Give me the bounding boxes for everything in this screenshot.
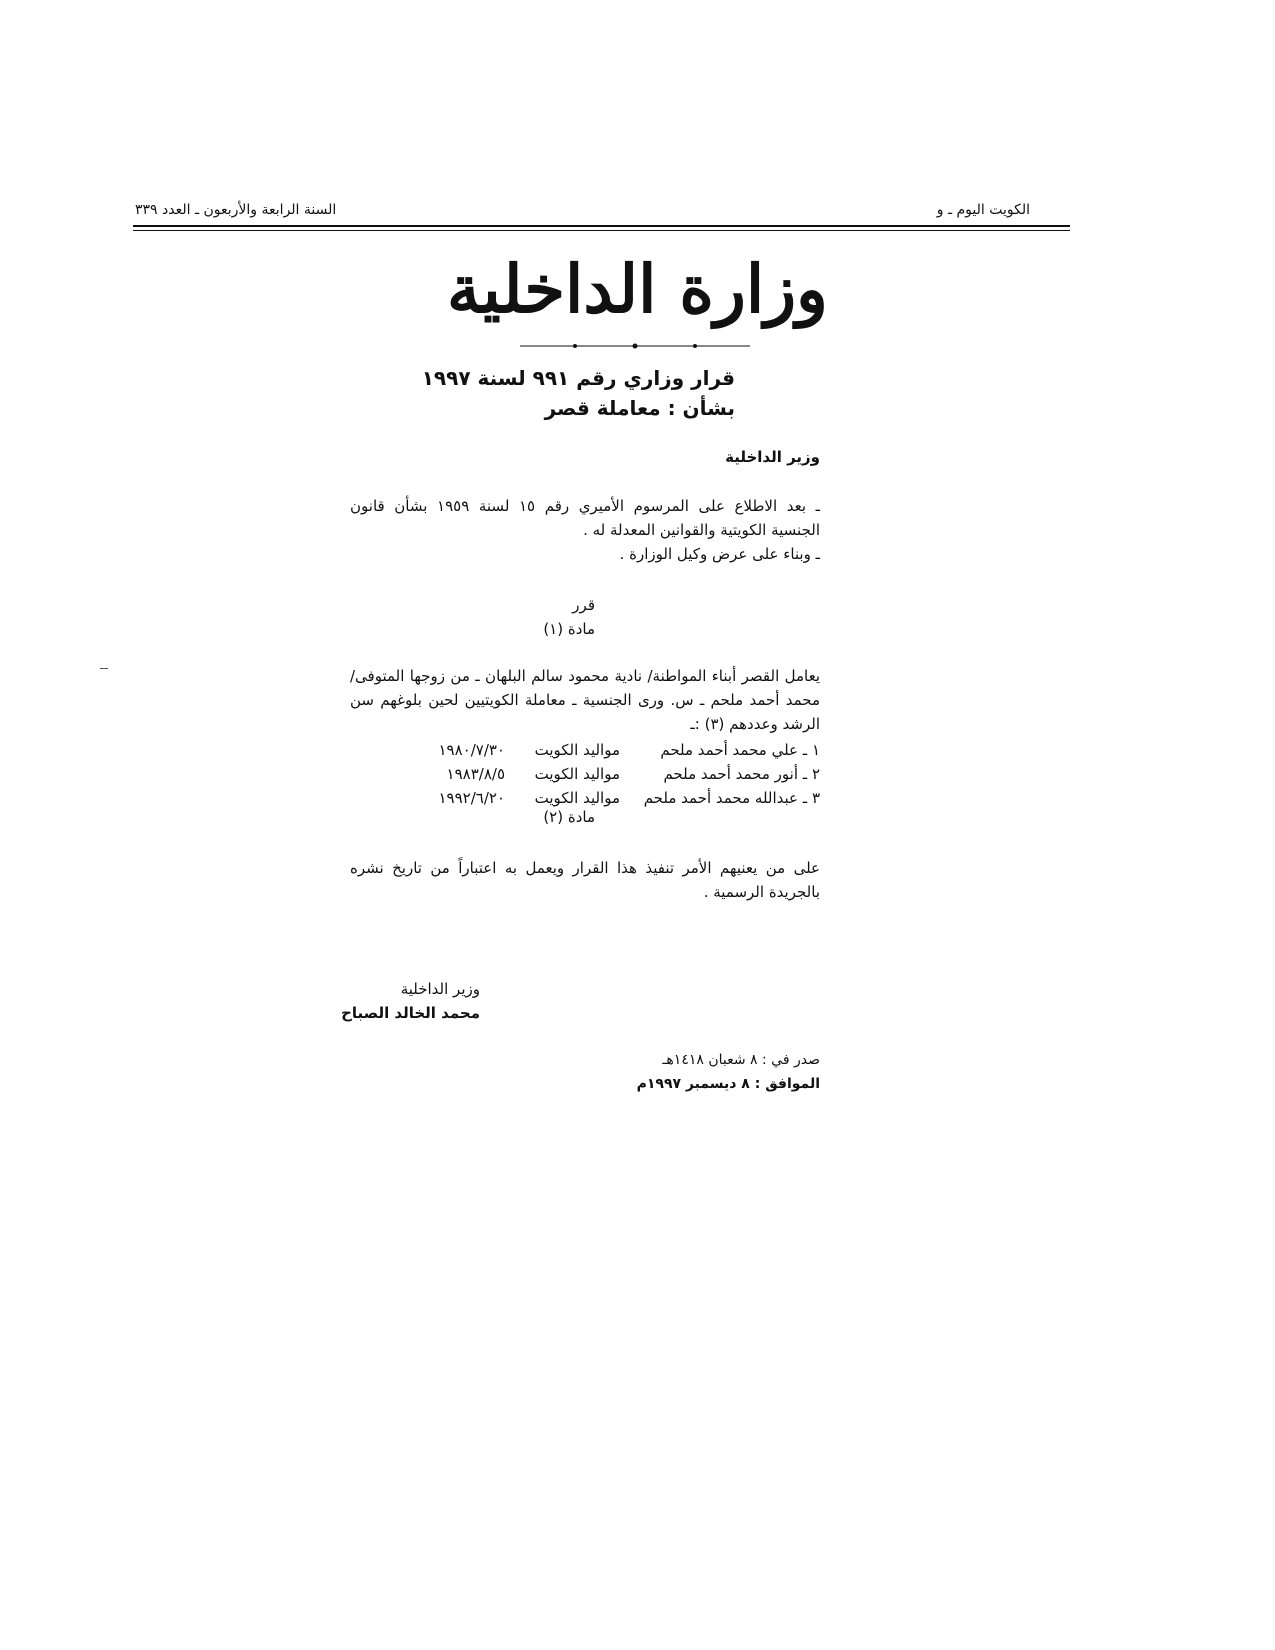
- header-rule-thin: [133, 230, 1070, 231]
- minor-birthdate: ١٩٨٠/٧/٣٠: [438, 741, 505, 759]
- preamble-line-2: ـ وبناء على عرض وكيل الوزارة .: [619, 545, 820, 563]
- decision-title: قرار وزاري رقم ٩٩١ لسنة ١٩٩٧: [421, 366, 735, 390]
- minor-name: ٢ ـ أنور محمد أحمد ملحم: [663, 765, 820, 783]
- decision-subject: بشأن : معاملة قصر: [544, 396, 735, 420]
- preamble-line-1: ـ بعد الاطلاع على المرسوم الأميري رقم ١٥ لسنة ١٩٥٩ بشأن قانون الجنسية الكويتية والقوانين المعدلة له .: [350, 497, 820, 539]
- minor-birthplace: مواليد الكويت: [534, 765, 620, 783]
- article-1-paragraph: يعامل القصر أبناء المواطنة/ نادية محمود سالم البلهان ـ من زوجها المتوفى/ محمد أحمد ملحم ـ س. ورى الجنسية ـ معاملة الكويتيين لحين بلوغهم سن الرشد وعددهم (٣) :ـ: [350, 667, 820, 733]
- minor-birthplace: مواليد الكويت: [534, 789, 620, 807]
- minor-birthdate: ١٩٩٢/٦/٢٠: [438, 789, 505, 807]
- article-2-label: مادة (٢): [543, 808, 595, 826]
- gazette-name: الكويت اليوم ـ و: [936, 202, 1030, 218]
- minor-name: ٣ ـ عبدالله محمد أحمد ملحم: [643, 789, 820, 807]
- list-item: [350, 786, 820, 810]
- article-2-paragraph: على من يعنيهم الأمر تنفيذ هذا القرار ويعمل به اعتباراً من تاريخ نشره بالجريدة الرسمية .: [350, 859, 820, 901]
- preamble: [350, 494, 820, 566]
- article-2-text: [350, 856, 820, 904]
- issued-date: صدر في : ٨ شعبان ١٤١٨هـ: [662, 1052, 820, 1068]
- ministry-title: وزارة الداخلية: [447, 250, 828, 328]
- minor-birthplace: مواليد الكويت: [534, 741, 620, 759]
- minors-list: [350, 738, 820, 810]
- minor-birthdate: ١٩٨٣/٨/٥: [446, 765, 505, 783]
- minor-name: ١ ـ علي محمد أحمد ملحم: [660, 741, 820, 759]
- scan-mark: [100, 668, 108, 669]
- article-1-label: مادة (١): [543, 620, 595, 638]
- title-ornament: [515, 340, 755, 352]
- minister-heading: وزير الداخلية: [725, 448, 820, 466]
- decided-heading: قرر: [572, 596, 595, 614]
- article-1-text: [350, 664, 820, 736]
- list-item: [350, 738, 820, 762]
- header-rule: [133, 225, 1070, 227]
- corresponding-date: الموافق : ٨ ديسمبر ١٩٩٧م: [636, 1076, 820, 1092]
- signatory-title: وزير الداخلية: [400, 980, 480, 998]
- list-item: [350, 762, 820, 786]
- signatory-name: محمد الخالد الصباح: [341, 1004, 480, 1022]
- gazette-issue: السنة الرابعة والأربعون ـ العدد ٣٣٩: [135, 202, 337, 218]
